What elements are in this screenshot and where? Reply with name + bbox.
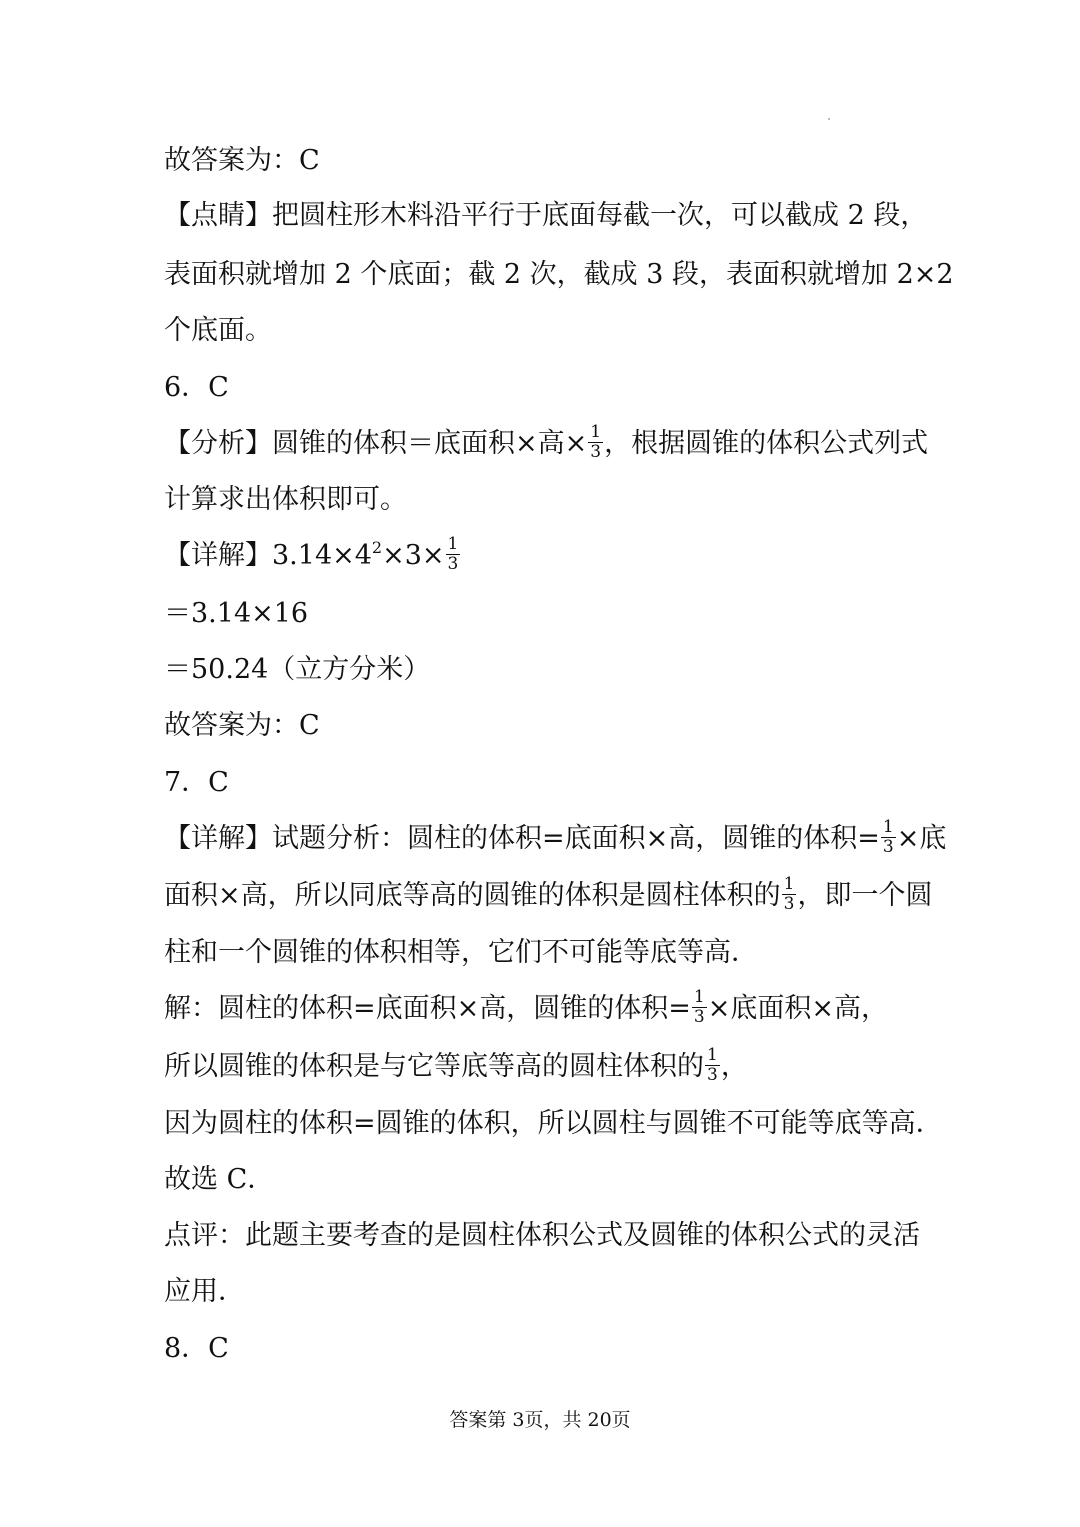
tip-paragraph-line: 【点睛】把圆柱形木料沿平行于底面每截一次，可以截成 2 段， (164, 200, 928, 231)
fraction-numerator: 1 (783, 874, 795, 894)
solution-line: ＝3.14×16 (164, 598, 309, 629)
fraction-denominator: 3 (882, 837, 894, 857)
solution-line (164, 534, 461, 575)
tip-paragraph-line: 表面积就增加 2 个底面；截 2 次，截成 3 段，表面积就增加 2×2 (164, 259, 954, 290)
explanation-text: 所以圆锥的体积是与它等底等高的圆柱体积的 (164, 1051, 704, 1082)
detail-text: 面积×高，所以同底等高的圆锥的体积是圆柱体积的 (164, 880, 781, 911)
detail-line (164, 817, 947, 858)
answer-line: 故答案为：C (164, 145, 320, 176)
analysis-text: ，根据圆锥的体积公式列式 (604, 428, 929, 459)
explanation-text: ×底面积×高， (707, 993, 888, 1024)
answer-line: 故选 C． (164, 1164, 275, 1195)
fraction (881, 819, 896, 856)
detail-line: 柱和一个圆锥的体积相等，它们不可能等底等高． (164, 937, 758, 968)
fraction-denominator: 3 (707, 1065, 718, 1085)
detail-text: ，即一个圆 (797, 880, 933, 911)
explanation-text: ， (720, 1051, 748, 1082)
analysis-text: 【分析】圆锥的体积＝底面积×高× (164, 428, 588, 459)
question-number: 6．C (164, 372, 229, 403)
fraction-numerator: 1 (882, 817, 894, 837)
question-number: 8．C (164, 1333, 229, 1364)
analysis-line: 计算求出体积即可。 (164, 484, 407, 515)
fraction-numerator: 1 (693, 987, 705, 1007)
detail-text: 【详解】试题分析：圆柱的体积=底面积×高，圆锥的体积= (164, 823, 880, 854)
fraction-denominator: 3 (693, 1007, 705, 1027)
fraction-numerator: 1 (707, 1045, 718, 1065)
page-footer: 答案第 3页，共 20页 (449, 1409, 631, 1431)
solution-line: ＝50.24（立方分米） (164, 654, 431, 685)
fraction (705, 1047, 720, 1084)
fraction-numerator: 1 (447, 534, 459, 554)
fraction-denominator: 3 (447, 554, 459, 574)
fraction (692, 989, 707, 1026)
answer-line: 故答案为：C (164, 710, 320, 741)
fraction-denominator: 3 (590, 442, 602, 462)
explanation-line: 因为圆柱的体积=圆锥的体积，所以圆柱与圆锥不可能等底等高． (164, 1108, 943, 1139)
tip-paragraph-line: 个底面。 (164, 315, 272, 346)
fraction-numerator: 1 (590, 422, 602, 442)
fraction-denominator: 3 (783, 894, 795, 914)
fraction (446, 536, 461, 573)
scan-dot (828, 118, 830, 120)
fraction (782, 876, 797, 913)
comment-line: 应用． (164, 1276, 245, 1307)
explanation-text: 解：圆柱的体积=底面积×高，圆锥的体积= (164, 993, 691, 1024)
question-number: 7．C (164, 767, 229, 798)
detail-text: ×底 (896, 823, 947, 854)
exponent: 2 (371, 538, 383, 557)
analysis-line (164, 422, 929, 463)
fraction (588, 424, 603, 461)
comment-line: 点评：此题主要考查的是圆柱体积公式及圆锥的体积公式的灵活 (164, 1220, 920, 1251)
explanation-line (164, 987, 888, 1028)
solution-text: 【详解】3.14×4 (164, 540, 372, 571)
solution-text: ×3× (382, 540, 445, 571)
explanation-line (164, 1045, 748, 1086)
detail-line (164, 874, 933, 915)
